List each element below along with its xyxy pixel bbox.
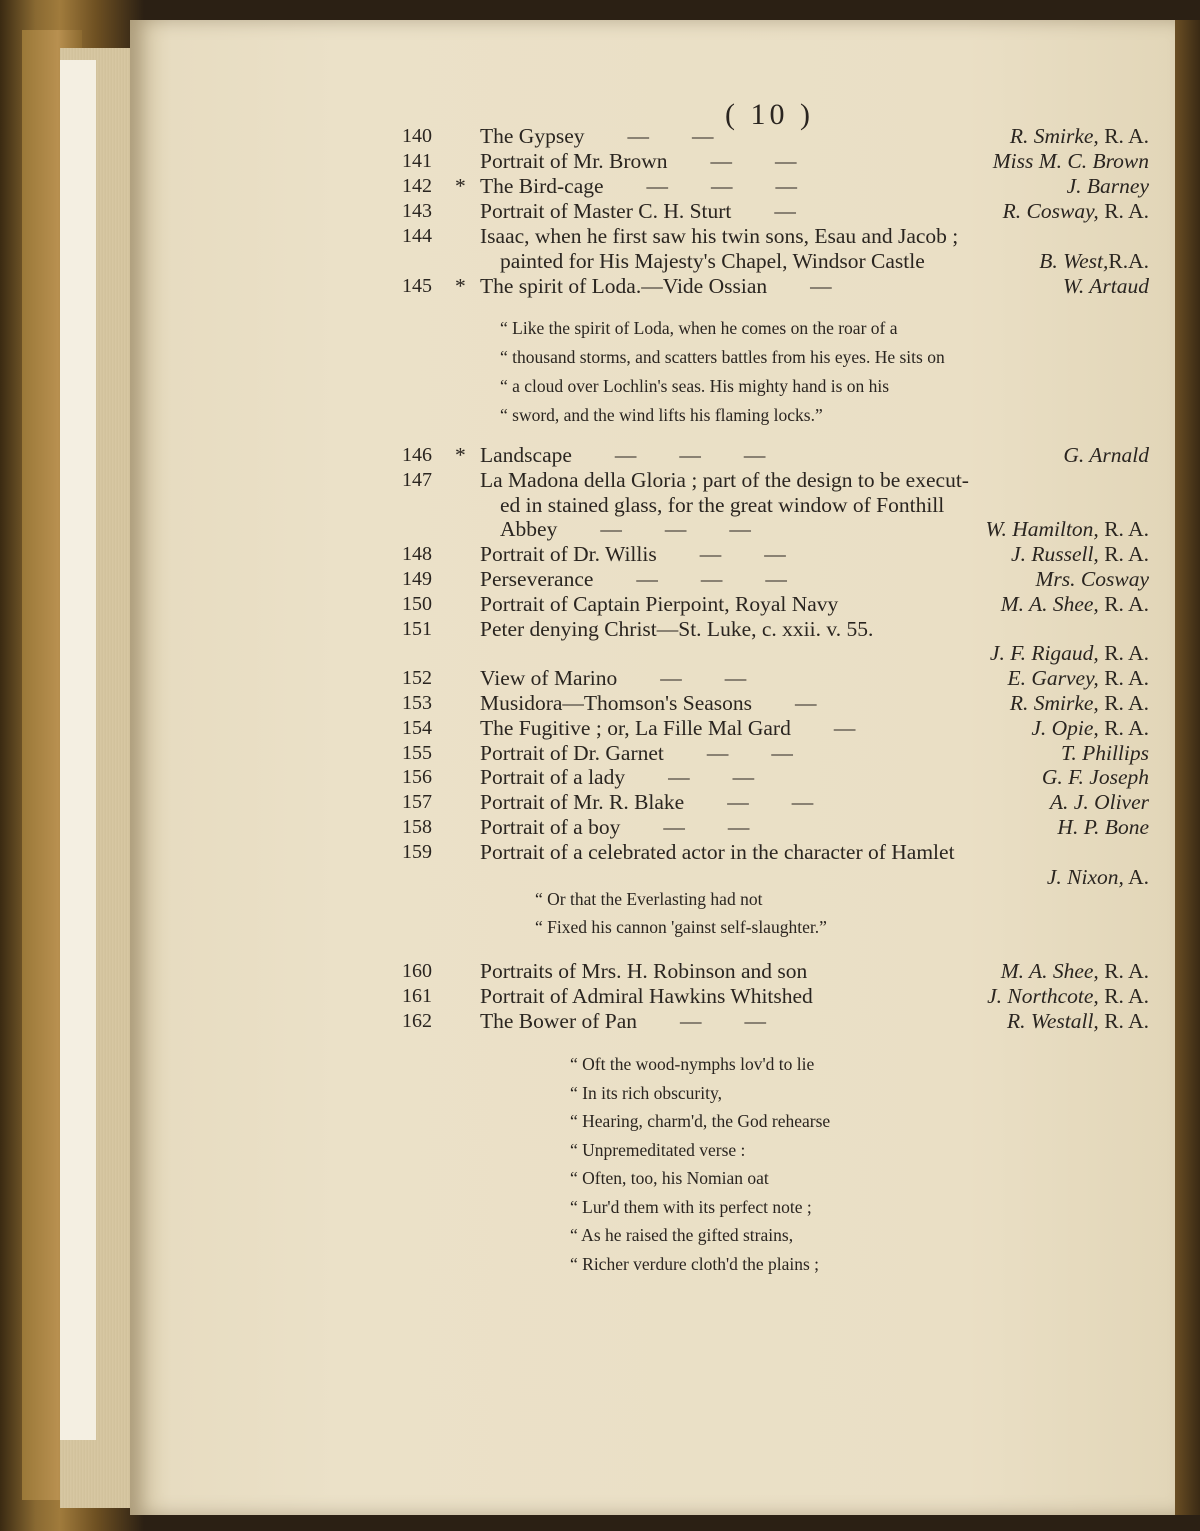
entry-title: Portrait of Dr. Garnet — — xyxy=(480,740,793,765)
entry-number: 154 xyxy=(402,716,432,739)
quote-line: “ thousand storms, and scatters battles from his eyes. He sits on xyxy=(500,347,945,367)
catalogue-entry xyxy=(130,864,1175,890)
asterisk-mark: * xyxy=(455,443,466,467)
artist-name: J. Barney xyxy=(1066,174,1149,198)
quote-line: “ In its rich obscurity, xyxy=(570,1082,722,1103)
artist-name: R. Smirke, R. A. xyxy=(1009,124,1149,148)
entry-number: 141 xyxy=(402,150,432,172)
artist-name: E. Garvey, R. A. xyxy=(1007,666,1149,691)
catalogue-entry xyxy=(130,839,1175,865)
entry-number: 152 xyxy=(402,667,432,690)
academy-suffix: R.A. xyxy=(1108,249,1149,273)
artist-name: R. Westall, R. A. xyxy=(1007,1009,1149,1033)
catalogue-entry xyxy=(130,764,1175,790)
artist-name: J. F. Rigaud, R. A. xyxy=(989,641,1149,666)
entry-title: The Gypsey — — xyxy=(480,124,714,148)
entry-title: Musidora—Thomson's Seasons — xyxy=(480,691,817,715)
artist-name: R. Cosway, R. A. xyxy=(1002,199,1149,223)
quote-line: “ Often, too, his Nomian oat xyxy=(570,1168,769,1188)
artist-name: Miss M. C. Brown xyxy=(992,149,1149,173)
entry-number: 153 xyxy=(402,692,432,714)
entry-number: 155 xyxy=(402,741,432,764)
academy-suffix: R. A. xyxy=(1098,641,1149,666)
catalogue-entry xyxy=(130,983,1175,1009)
academy-suffix: R. A. xyxy=(1098,959,1149,983)
asterisk-mark: * xyxy=(455,274,466,298)
catalogue-entry xyxy=(130,789,1175,815)
entry-title: Portrait of Mr. Brown — — xyxy=(480,149,797,173)
artist-name: J. Northcote, R. A. xyxy=(987,984,1149,1008)
quote-line: “ Like the spirit of Loda, when he comes on the roar of a xyxy=(500,318,898,338)
entry-title: La Madona della Gloria ; part of the design to be execut- xyxy=(480,467,969,492)
entry-title: Landscape — — — xyxy=(480,443,766,467)
catalogue-entry xyxy=(130,690,1175,716)
academy-suffix: R. A. xyxy=(1098,666,1149,691)
catalogue-entry xyxy=(130,173,1175,199)
entry-number: 146 xyxy=(402,444,432,466)
artist-name: M. A. Shee, R. A. xyxy=(1000,591,1149,616)
page-number: ( 10 ) xyxy=(725,98,814,131)
entry-title: Portrait of Mr. R. Blake — — xyxy=(480,790,814,815)
entry-number: 148 xyxy=(402,543,432,566)
artist-name: T. Phillips xyxy=(1060,740,1149,765)
academy-suffix: R. A. xyxy=(1098,1009,1149,1033)
artist-name: H. P. Bone xyxy=(1057,815,1149,839)
catalogue-entry xyxy=(130,591,1175,617)
entry-title: painted for His Majesty's Chapel, Windsor Castle xyxy=(500,249,925,273)
entry-title: Portrait of Dr. Willis — — xyxy=(480,542,786,567)
artist-name: J. Nixon, A. xyxy=(1046,864,1149,889)
academy-suffix: A. xyxy=(1123,864,1149,889)
catalogue-entry xyxy=(130,516,1175,542)
entry-number: 143 xyxy=(402,200,432,222)
catalogue-entry xyxy=(130,814,1175,840)
entry-title: Abbey — — — xyxy=(500,517,751,542)
catalogue-entry xyxy=(130,248,1175,274)
artist-name: R. Smirke, R. A. xyxy=(1009,691,1149,715)
quote-line: “ Lur'd them with its perfect note ; xyxy=(570,1196,812,1217)
quote-line: “ Unpremeditated verse : xyxy=(570,1139,746,1160)
entry-number: 145 xyxy=(402,275,432,297)
entry-number: 144 xyxy=(402,225,432,247)
entry-title: Perseverance — — — xyxy=(480,567,787,591)
academy-suffix: R. A. xyxy=(1098,691,1149,715)
catalogue-entry xyxy=(130,566,1175,592)
entry-title: Portrait of a boy — — xyxy=(480,815,750,839)
entry-title: Portrait of a celebrated actor in the character of Hamlet xyxy=(480,839,955,864)
artist-name: A. J. Oliver xyxy=(1049,790,1149,815)
entry-number: 157 xyxy=(402,791,432,814)
quote-line: “ a cloud over Lochlin's seas. His mighty hand is on his xyxy=(500,376,890,396)
entry-title: The spirit of Loda.—Vide Ossian — xyxy=(480,274,832,298)
quote-line: “ Richer verdure cloth'd the plains ; xyxy=(570,1253,820,1274)
catalogue-entry xyxy=(130,492,1175,518)
entry-title: The Fugitive ; or, La Fille Mal Gard — xyxy=(480,715,856,740)
entry-number: 151 xyxy=(402,617,432,640)
entry-title: The Bird-cage — — — xyxy=(480,174,798,198)
entry-number: 158 xyxy=(402,816,432,838)
artist-name: Mrs. Cosway xyxy=(1035,567,1149,591)
catalogue-entry xyxy=(130,665,1175,691)
catalogue-entry xyxy=(130,958,1175,984)
catalogue-entry xyxy=(130,541,1175,567)
academy-suffix: R. A. xyxy=(1098,199,1149,223)
entry-title: ed in stained glass, for the great window of Fonthill xyxy=(500,492,945,517)
entry-title: Portraits of Mrs. H. Robinson and son xyxy=(480,959,808,983)
quote-line: “ sword, and the wind lifts his flaming locks.” xyxy=(500,405,823,425)
entry-number: 142 xyxy=(402,175,432,197)
entry-title: The Bower of Pan — — xyxy=(480,1009,767,1033)
entry-number: 162 xyxy=(402,1010,432,1032)
artist-name: M. A. Shee, R. A. xyxy=(1000,959,1149,983)
entry-number: 147 xyxy=(402,468,432,491)
quote-line: “ As he raised the gifted strains, xyxy=(570,1225,794,1245)
academy-suffix: R. A. xyxy=(1098,542,1149,567)
catalogue-entry xyxy=(130,740,1175,766)
entry-title: Peter denying Christ—St. Luke, c. xxii. v. 55. xyxy=(480,616,874,641)
catalogue-entry xyxy=(130,273,1175,299)
artist-name: W. Hamilton, R. A. xyxy=(985,517,1149,542)
artist-name: B. West,R.A. xyxy=(1039,249,1149,273)
catalogue-entry xyxy=(130,123,1175,149)
artist-name: J. Opie, R. A. xyxy=(1031,715,1149,740)
academy-suffix: R. A. xyxy=(1098,124,1149,148)
entry-number: 150 xyxy=(402,592,432,615)
entry-title: Portrait of Admiral Hawkins Whitshed xyxy=(480,984,813,1008)
artist-name: W. Artaud xyxy=(1062,274,1149,298)
quote-line: “ Hearing, charm'd, the God rehearse xyxy=(570,1111,831,1131)
quote-line: “ Or that the Everlasting had not xyxy=(535,889,763,909)
entry-number: 161 xyxy=(402,985,432,1007)
entry-title: View of Marino — — xyxy=(480,666,747,691)
entry-title: Portrait of a lady — — xyxy=(480,765,755,790)
asterisk-mark: * xyxy=(455,174,466,198)
entry-number: 149 xyxy=(402,568,432,590)
book-page xyxy=(130,20,1175,1515)
entry-number: 140 xyxy=(402,125,432,147)
catalogue-entry xyxy=(130,616,1175,642)
academy-suffix: R. A. xyxy=(1098,984,1149,1008)
catalogue-entry xyxy=(130,715,1175,741)
catalogue-entry xyxy=(130,198,1175,224)
entry-title: Portrait of Master C. H. Sturt — xyxy=(480,199,796,223)
academy-suffix: R. A. xyxy=(1098,517,1149,542)
quote-line: “ Fixed his cannon 'gainst self-slaughter.” xyxy=(535,917,827,937)
catalogue-entry xyxy=(130,223,1175,249)
catalogue-entry xyxy=(130,148,1175,174)
entry-title: Portrait of Captain Pierpoint, Royal Navy xyxy=(480,591,839,616)
academy-suffix: R. A. xyxy=(1098,715,1149,740)
quote-line: “ Oft the wood-nymphs lov'd to lie xyxy=(570,1054,815,1074)
entry-number: 160 xyxy=(402,960,432,982)
artist-name: G. Arnald xyxy=(1063,443,1149,467)
entry-number: 156 xyxy=(402,766,432,789)
catalogue-entry xyxy=(130,640,1175,666)
entry-title: Isaac, when he first saw his twin sons, Esau and Jacob ; xyxy=(480,224,959,248)
binding-right-edge xyxy=(1175,20,1200,1515)
artist-name: G. F. Joseph xyxy=(1041,765,1149,790)
entry-number: 159 xyxy=(402,840,432,863)
artist-name: J. Russell, R. A. xyxy=(1011,542,1149,567)
academy-suffix: R. A. xyxy=(1098,591,1149,616)
catalogue-entry xyxy=(130,442,1175,468)
catalogue-entry xyxy=(130,467,1175,493)
paper-strip xyxy=(60,60,96,1440)
catalogue-entry xyxy=(130,1008,1175,1034)
